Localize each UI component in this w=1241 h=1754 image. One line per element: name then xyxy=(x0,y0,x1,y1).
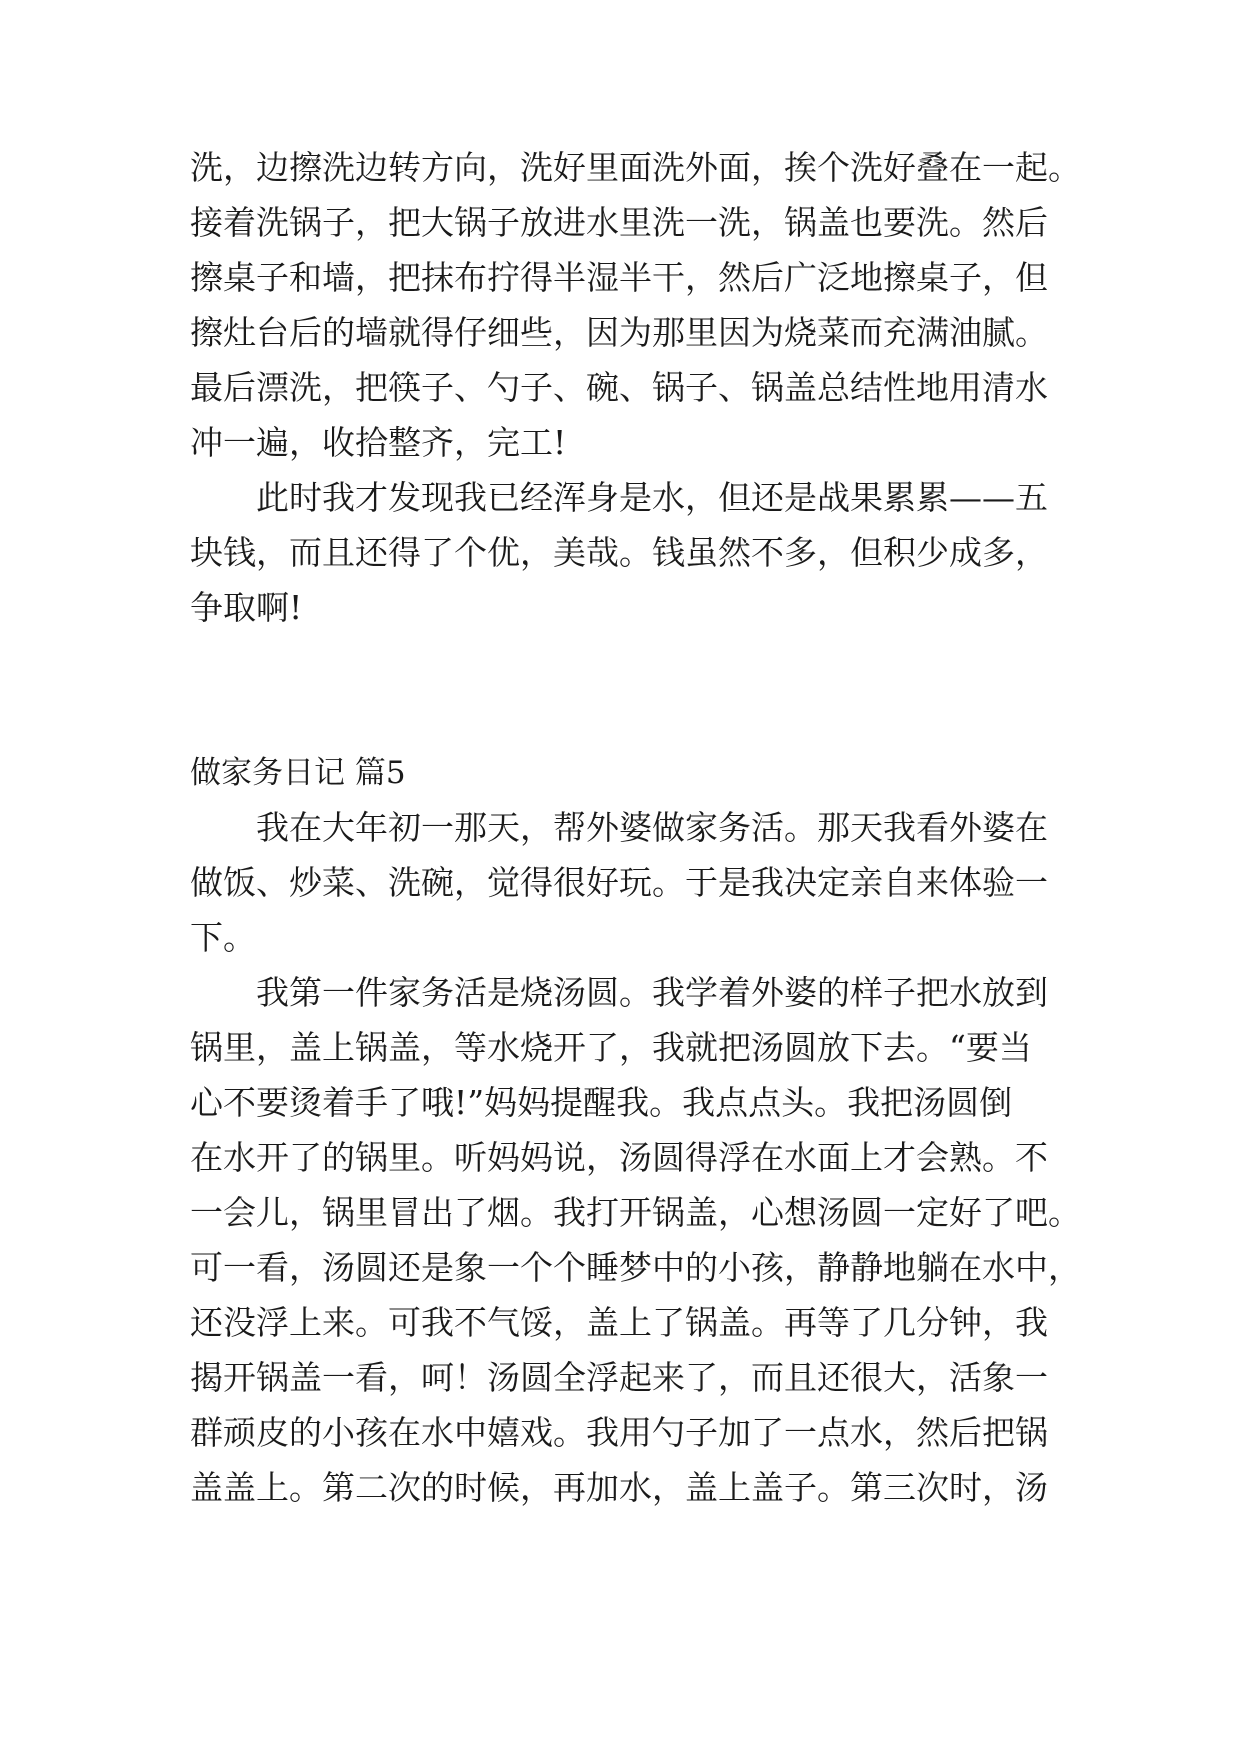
paragraph-line: 争取啊! xyxy=(190,588,303,627)
paragraph-line: 我第一件家务活是烧汤圆。我学着外婆的样子把水放到 xyxy=(256,973,1048,1012)
paragraph-line: 可一看，汤圆还是象一个个睡梦中的小孩，静静地躺在水中， xyxy=(190,1248,1081,1287)
paragraph-line: 我在大年初一那天，帮外婆做家务活。那天我看外婆在 xyxy=(256,808,1048,847)
paragraph-line: 心不要烫着手了哦!”妈妈提醒我。我点点头。我把汤圆倒 xyxy=(190,1083,1013,1122)
paragraph-line: 最后漂洗，把筷子、勺子、碗、锅子、锅盖总结性地用清水 xyxy=(190,368,1048,407)
section-heading: 做家务日记 篇5 xyxy=(190,755,406,791)
paragraph-line: 冲一遍，收拾整齐，完工! xyxy=(190,423,567,462)
paragraph-line: 在水开了的锅里。听妈妈说，汤圆得浮在水面上才会熟。不 xyxy=(190,1138,1048,1177)
paragraph-line: 一会儿，锅里冒出了烟。我打开锅盖，心想汤圆一定好了吧。 xyxy=(190,1193,1081,1232)
paragraph-line: 洗，边擦洗边转方向，洗好里面洗外面，挨个洗好叠在一起。 xyxy=(190,148,1081,187)
paragraph-line: 下。 xyxy=(190,918,256,957)
paragraph-line: 块钱，而且还得了个优，美哉。钱虽然不多，但积少成多， xyxy=(190,533,1048,572)
paragraph-line: 擦桌子和墙，把抹布拧得半湿半干，然后广泛地擦桌子，但 xyxy=(190,258,1048,297)
paragraph-line: 盖盖上。第二次的时候，再加水，盖上盖子。第三次时，汤 xyxy=(190,1468,1048,1507)
paragraph-line: 还没浮上来。可我不气馁，盖上了锅盖。再等了几分钟，我 xyxy=(190,1303,1048,1342)
paragraph-line: 揭开锅盖一看，呵！汤圆全浮起来了，而且还很大，活象一 xyxy=(190,1358,1048,1397)
paragraph-line: 擦灶台后的墙就得仔细些，因为那里因为烧菜而充满油腻。 xyxy=(190,313,1048,352)
paragraph-line: 锅里，盖上锅盖，等水烧开了，我就把汤圆放下去。“要当 xyxy=(190,1028,1032,1067)
paragraph-line: 接着洗锅子，把大锅子放进水里洗一洗，锅盖也要洗。然后 xyxy=(190,203,1048,242)
paragraph-line: 做饭、炒菜、洗碗，觉得很好玩。于是我决定亲自来体验一 xyxy=(190,863,1048,902)
paragraph-line: 此时我才发现我已经浑身是水，但还是战果累累——五 xyxy=(256,478,1048,517)
paragraph-line: 群顽皮的小孩在水中嬉戏。我用勺子加了一点水，然后把锅 xyxy=(190,1413,1048,1452)
